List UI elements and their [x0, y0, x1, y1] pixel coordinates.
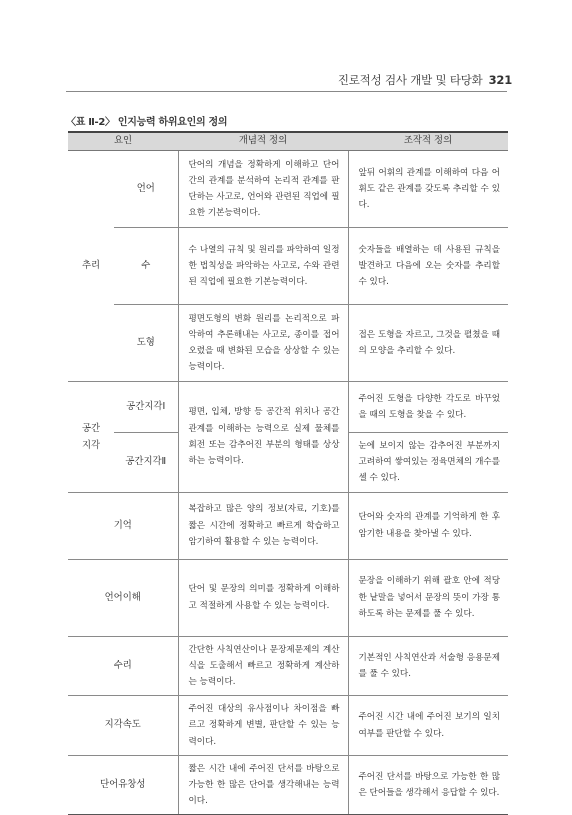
- operational-definition: 주어진 도형을 다양한 각도로 바꾸었을 때의 도형을 찾을 수 있다.: [348, 382, 508, 433]
- conceptual-definition: 수 나열의 규칙 및 원리를 파악하여 일정한 법칙성을 파악하는 사고로, 수와 관련된 직업에 필요한 기본능력이다.: [178, 228, 348, 305]
- running-title: 진로적성 검사 개발 및 타당화: [337, 73, 483, 87]
- table-row: [68, 755, 508, 815]
- operational-definition: 단어와 숫자의 관계를 기억하게 한 후 암기한 내용을 찾아낼 수 있다.: [348, 492, 508, 559]
- sub-factor: 수: [114, 228, 178, 305]
- table-row: [68, 636, 508, 696]
- table-caption: 〈표 Ⅱ-2〉 인지능력 하위요인의 정의: [66, 117, 228, 128]
- header-conceptual: 개념적 정의: [178, 132, 348, 151]
- factor-name: 기억: [68, 492, 178, 559]
- operational-definition: 눈에 보이지 않는 감추어진 부분까지 고려하여 쌓여있는 정육면체의 개수를 셀 수 있다.: [348, 433, 508, 493]
- header-operational: 조작적 정의: [348, 132, 508, 151]
- operational-definition: 앞뒤 어휘의 관계를 이해하여 다음 어휘도 같은 관계를 갖도록 추리할 수 있다.: [348, 151, 508, 228]
- operational-definition: 주어진 단서를 바탕으로 가능한 한 많은 단어들을 생각해서 응답할 수 있다.: [348, 755, 508, 815]
- factor-name: 언어이해: [68, 559, 178, 636]
- cognitive-ability-table: [68, 131, 508, 815]
- header-factor: 요인: [68, 132, 178, 151]
- conceptual-definition: 평면, 입체, 방향 등 공간적 위치나 공간관계를 이해하는 능력으로 실제 물체를 회전 또는 감추어진 부분의 형태를 상상하는 능력이다.: [178, 382, 348, 493]
- header-divider: [66, 91, 507, 92]
- table-row: [68, 696, 508, 756]
- table-row: [68, 559, 508, 636]
- table-row: [68, 228, 508, 305]
- operational-definition: 주어진 시간 내에 주어진 보기의 일치여부를 판단할 수 있다.: [348, 696, 508, 756]
- factor-name: 지각속도: [68, 696, 178, 756]
- factor-name: 단어유창성: [68, 755, 178, 815]
- table-row: [68, 492, 508, 559]
- conceptual-definition: 단어 및 문장의 의미를 정확하게 이해하고 적절하게 사용할 수 있는 능력이다.: [178, 559, 348, 636]
- operational-definition: 숫자들을 배열하는 데 사용된 규칙을 발견하고 다음에 오는 숫자를 추리할 수 있다.: [348, 228, 508, 305]
- sub-factor: 공간지각Ⅱ: [114, 433, 178, 493]
- conceptual-definition: 짧은 시간 내에 주어진 단서를 바탕으로 가능한 한 많은 단어를 생각해내는 능력이다.: [178, 755, 348, 815]
- sub-factor: 언어: [136, 182, 155, 194]
- sub-factor: 도형: [114, 305, 178, 382]
- operational-definition: 접은 도형을 자르고, 그것을 펼쳤을 때의 모양을 추리할 수 있다.: [348, 305, 508, 382]
- conceptual-definition: 주어진 대상의 유사점이나 차이점을 빠르고 정확하게 변별, 판단할 수 있는 능력이다.: [178, 696, 348, 756]
- table-row: [68, 382, 508, 433]
- conceptual-definition: 단어의 개념을 정확하게 이해하고 단어 간의 관계를 분석하여 논리적 관계를 판단하는 사고로, 언어와 관련된 직업에 필요한 기본능력이다.: [178, 151, 348, 228]
- operational-definition: 문장을 이해하기 위해 괄호 안에 적당한 낱말을 넣어서 문장의 뜻이 가장 통하도록 하는 문제를 풀 수 있다.: [348, 559, 508, 636]
- operational-definition: 기본적인 사칙연산과 서술형 응용문제를 풀 수 있다.: [348, 636, 508, 696]
- page-number: 321: [488, 73, 512, 87]
- group-spatial: 공간 지각: [68, 382, 114, 493]
- conceptual-definition: 간단한 사칙연산이나 문장제문제의 계산식을 도출해서 빠르고 정확하게 계산하는 능력이다.: [178, 636, 348, 696]
- table-header-row: [68, 132, 508, 151]
- table-row: [68, 305, 508, 382]
- factor-name: 수리: [68, 636, 178, 696]
- conceptual-definition: 평면도형의 변화 원리를 논리적으로 파악하여 추론해내는 사고로, 종이를 접어 오렸을 때 변화된 모습을 상상할 수 있는 능력이다.: [178, 305, 348, 382]
- running-header: [338, 72, 512, 88]
- sub-factor: 공간지각Ⅰ: [114, 382, 178, 433]
- conceptual-definition: 복잡하고 많은 양의 정보(자료, 기호)를 짧은 시간에 정확하고 빠르게 학습하고 암기하여 활용할 수 있는 능력이다.: [178, 492, 348, 559]
- group-reasoning: 추리: [81, 259, 101, 271]
- table-row: [68, 151, 508, 228]
